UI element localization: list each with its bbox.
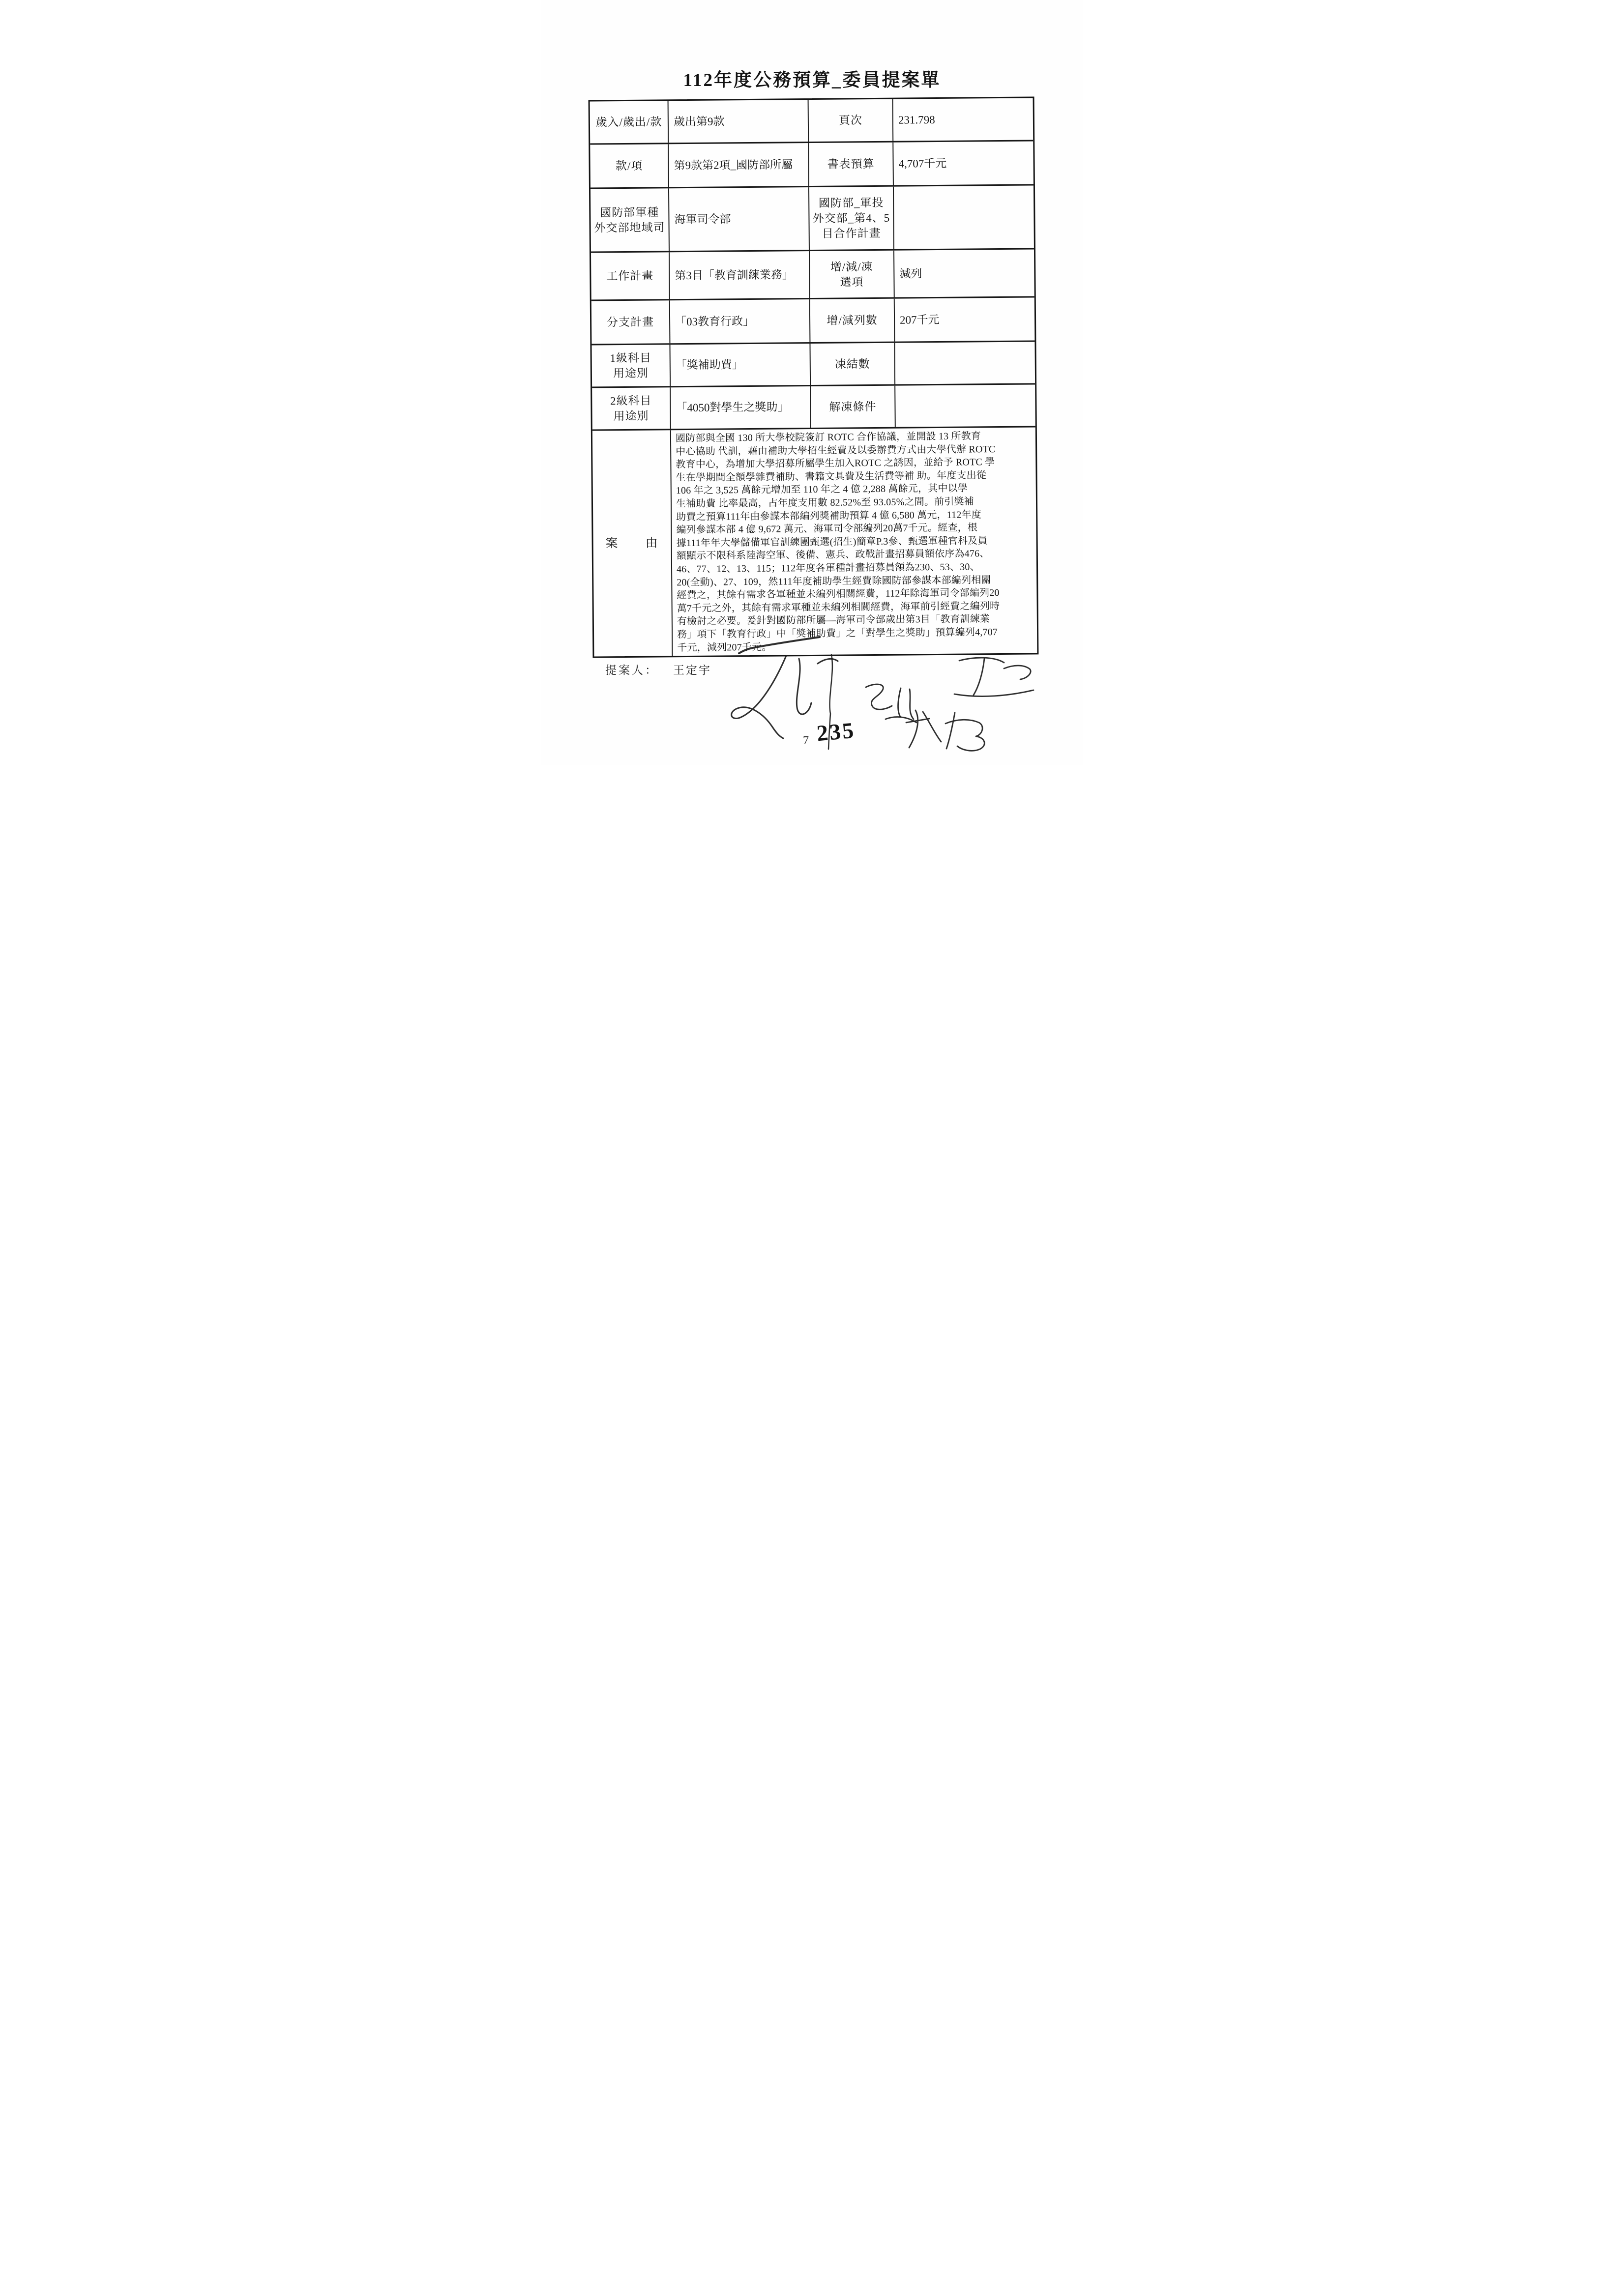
branch-plan-label: 分支計畫 (591, 300, 671, 344)
book-budget-label: 書表預算 (809, 143, 894, 186)
level1-subject-label: 1級科目 用途別 (591, 345, 671, 386)
table-row-level1-subject (591, 342, 1035, 388)
signature-stroke-11 (954, 690, 1033, 697)
frozen-amount-value (895, 342, 1035, 384)
table-row-item-section (590, 141, 1033, 189)
signature-stroke-7 (886, 717, 916, 723)
adjust-amount-label: 增/減列數 (810, 299, 895, 342)
page-ref-label: 頁次 (809, 99, 894, 142)
adjust-option-value: 減列 (899, 267, 922, 280)
service-branch-label: 國防部軍種 外交部地域司 (591, 188, 670, 251)
signature-stroke-1 (732, 656, 786, 738)
adjust-amount-value: 207千元 (899, 313, 940, 326)
signature-stroke-12 (906, 710, 941, 748)
coop-plan-value (894, 185, 1034, 249)
budget-item-value: 歲出第9款 (669, 100, 809, 143)
signature-stroke-5 (866, 684, 892, 709)
unfreeze-condition-value (895, 384, 1035, 427)
work-plan-value: 第3目「教育訓練業務」 (670, 251, 810, 299)
proposal-table (589, 96, 1039, 658)
level2-subject-value: 「4050對學生之獎助」 (671, 386, 811, 429)
proposer-name: 王定宇 (673, 664, 711, 676)
work-plan-label: 工作計畫 (591, 252, 670, 299)
table-row-service-branch (591, 185, 1034, 253)
branch-plan-value: 「03教育行政」 (670, 299, 811, 343)
book-budget-value: 4,707千元 (898, 157, 947, 170)
signature-stroke-10 (1004, 666, 1031, 679)
adjust-option-label: 增/減/凍 選項 (810, 251, 895, 298)
level2-subject-label: 2級科目 用途別 (592, 387, 671, 429)
service-branch-value: 海軍司令部 (669, 187, 810, 251)
page-ref-value: 231.798 (898, 113, 935, 126)
case-description-label: 案 由 (592, 430, 673, 656)
table-row-level2-subject (592, 384, 1035, 431)
signature-stroke-13 (945, 713, 984, 751)
coop-plan-label: 國防部_軍投 外交部_第4、5 目合作計畫 (809, 187, 894, 250)
page-title: 112年度公務預算_委員提案單 (683, 70, 941, 90)
frozen-amount-label: 凍結數 (810, 343, 895, 385)
budget-item-label: 歲入/歲出/款 (590, 101, 669, 143)
unfreeze-condition-label: 解凍條件 (811, 386, 896, 428)
item-section-value: 第9款第2項_國防部所屬 (669, 143, 809, 187)
scanned-document-page (541, 0, 1083, 765)
case-description-text: 國防部與全國 130 所大學校院簽訂 ROTC 合作協議，並開設 13 所教育 中心協助 代訓，藉由補助大學招生經費及以委辦費方式由大學代辦 ROTC 教育中心，為增加大學招募所屬學生加入ROTC 之誘因，並給予 ROTC 學 生在學期間全額學雜費補助、書籍文具費及生活費等補 助。年度支出從 106 年之 3,525 萬餘元增加至 110 年之 4 億 2,288 萬餘元，其中以學 生補助費 比率最高，占年度支用數 82.52%至 93.05%之間。前引獎補 助費之預算111年由參謀本部編列獎補助預算 4 億 6,580 萬元，112年度 編列參謀本部 4 億 9,672 萬元、海軍司令部編列20萬7千元。經查，根 據111年年大學儲備軍官訓練團甄選(招生)簡章P.3參、甄選軍種官科及員 額顯示不限科系陸海空軍、後備、憲兵、政戰計畫招募員額依序為476、 46、77、12、13、115；112年度各軍種計畫招募員額為230、53、30、 20(全動)、27、109，然111年度補助學生經費除國防部參謀本部編列相關 經費之，其餘有需求各軍種並未編列相關經費，112年除海軍司令部編列20 萬7千元之外，其餘有需求軍種並未編列相關經費，海軍前引經費之編列時 有檢討之必要。爰針對國防部所屬—海軍司令部歲出第3目「教育訓練業 務」項下「教育行政」中「獎補助費」之「對學生之獎助」預算編列4,707 千元，減列207千元。 (675, 431, 1000, 653)
signature-stroke-2 (797, 659, 811, 714)
signature-stroke-3 (818, 659, 838, 664)
table-row-work-plan (591, 249, 1034, 301)
proposer-label: 提案人： (605, 664, 658, 676)
page-number: 7 (803, 734, 809, 747)
level1-subject-value: 「獎補助費」 (670, 344, 811, 386)
signature-stroke-9 (974, 659, 984, 695)
signature-stroke-8 (959, 658, 1004, 663)
table-row-budget-item (590, 98, 1033, 145)
signature-stroke-6 (898, 688, 914, 719)
table-row-case-description (592, 427, 1037, 656)
handwritten-number: 235 (815, 717, 856, 746)
item-section-label: 款/項 (590, 144, 669, 187)
table-row-branch-plan (591, 297, 1035, 345)
